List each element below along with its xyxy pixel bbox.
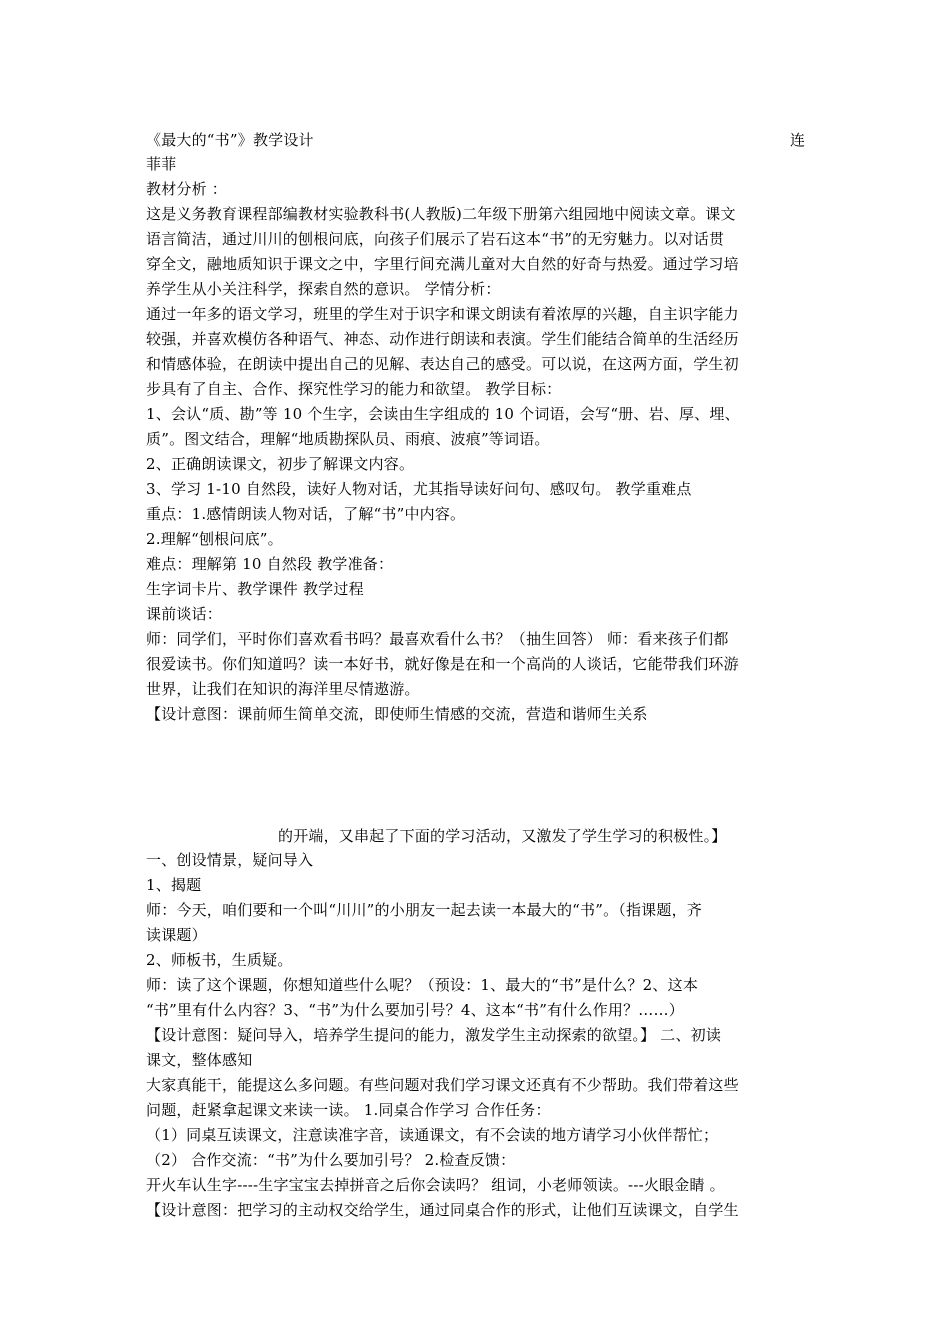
text-line: 语言简洁，通过川川的刨根问底，向孩子们展示了岩石这本“书”的无穷魅力。以对话贯 (146, 230, 725, 248)
text-line: 质”。图文结合，理解“地质勘探队员、雨痕、波痕”等词语。 (146, 430, 550, 448)
text-line: 一、创设情景，疑问导入 (146, 851, 314, 869)
text-line: （2） 合作交流：“书”为什么要加引号？ 2.检查反馈： (146, 1151, 516, 1169)
author-first-char: 连 (790, 131, 806, 149)
text-line: 3、学习 1-10 自然段，读好人物对话，尤其指导读好问句、感叹句。 教学重难点 (146, 480, 692, 498)
text-line: 1、会认“质、勘”等 10 个生字，会读由生字组成的 10 个词语，会写“册、岩、厚、埋、 (146, 405, 740, 423)
text-line: 较强，并喜欢模仿各种语气、神态、动作进行朗读和表演。学生们能结合简单的生活经历 (146, 330, 739, 348)
text-line: 1、揭题 (146, 876, 202, 894)
text-line: 步具有了自主、合作、探究性学习的能力和欲望。 教学目标： (146, 380, 562, 398)
text-line: 开火车认生字----生字宝宝去掉拼音之后你会读吗？ 组词，小老师领读。---火眼金睛 。 (146, 1176, 725, 1194)
text-line: （1）同桌互读课文，注意读准字音，读通课文，有不会读的地方请学习小伙伴帮忙； (146, 1126, 719, 1144)
text-line: 和情感体验，在朗读中提出自己的见解、表达自己的感受。可以说，在这两方面，学生初 (146, 355, 739, 373)
text-line: 【设计意图：把学习的主动权交给学生，通过同桌合作的形式，让他们互读课文，自学生 (146, 1201, 739, 1219)
text-line: 这是义务教育课程部编教材实验教科书(人教版)二年级下册第六组园地中阅读文章。课文 (146, 205, 736, 223)
text-line: 2、正确朗读课文，初步了解课文内容。 (146, 455, 415, 473)
text-line: 【设计意图：课前师生简单交流，即使师生情感的交流，营造和谐师生关系 (146, 705, 648, 723)
text-line: 养学生从小关注科学，探索自然的意识。 学情分析： (146, 280, 501, 298)
text-line: 读课题） (146, 926, 207, 944)
text-line: 课前谈话： (146, 605, 223, 623)
text-line: 生字词卡片、教学课件 教学过程 (146, 580, 364, 598)
text-line: 教材分析 ： (146, 180, 227, 198)
text-line: 师：读了这个课题，你想知道些什么呢？（预设：1、最大的“书”是什么？2、这本 (146, 976, 699, 994)
author-name: 菲菲 (146, 155, 177, 173)
text-line: 2、师板书，生质疑。 (146, 951, 293, 969)
text-line: 课文，整体感知 (146, 1051, 253, 1069)
text-line: 师：今天，咱们要和一个叫“川川”的小朋友一起去读一本最大的“书”。（指课题，齐 (146, 901, 702, 919)
text-line: 重点：1.感情朗读人物对话，了解“书”中内容。 (146, 505, 466, 523)
text-line: 师：同学们，平时你们喜欢看书吗？最喜欢看什么书？（抽生回答） 师：看来孩子们都 (146, 630, 729, 648)
text-line: 通过一年多的语文学习，班里的学生对于识字和课文朗读有着浓厚的兴趣，自主识字能力 (146, 305, 739, 323)
text-line: 大家真能干，能提这么多问题。有些问题对我们学习课文还真有不少帮助。我们带着这些 (146, 1076, 739, 1094)
text-line: 世界，让我们在知识的海洋里尽情遨游。 (146, 680, 420, 698)
doc-title: 《最大的“书”》教学设计 (146, 131, 314, 149)
continued-line: 的开端，又串起了下面的学习活动，又激发了学生学习的积极性。】 (278, 827, 727, 845)
text-line: 穿全文，融地质知识于课文之中，字里行间充满儿童对大自然的好奇与热爱。通过学习培 (146, 255, 739, 273)
text-line: 【设计意图：疑问导入，培养学生提问的能力，激发学生主动探索的欲望。】 二、初读 (146, 1026, 722, 1044)
text-line: 2.理解“刨根问底”。 (146, 530, 283, 548)
text-line: 问题，赶紧拿起课文来读一读。 1.同桌合作学习 合作任务： (146, 1101, 551, 1119)
text-line: “书”里有什么内容？3、“书”为什么要加引号？4、这本“书”有什么作用？……） (146, 1001, 684, 1019)
text-line: 很爱读书。你们知道吗？读一本好书，就好像是在和一个高尚的人谈话，它能带我们环游 (146, 655, 739, 673)
text-line: 难点：理解第 10 自然段 教学准备： (146, 555, 394, 573)
